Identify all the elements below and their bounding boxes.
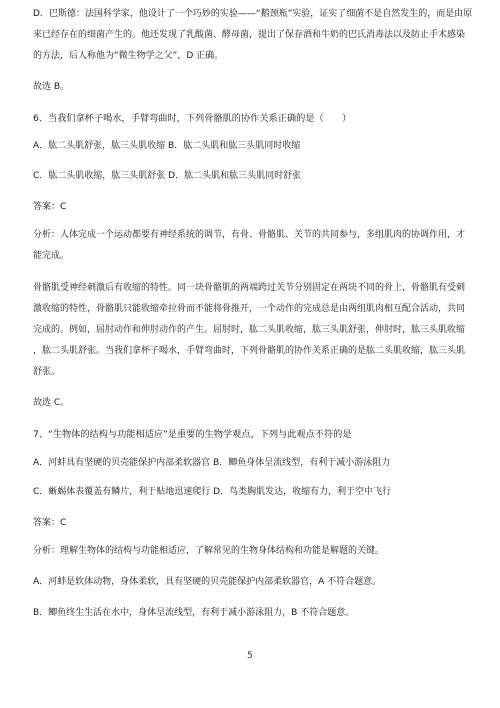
option-d-explanation-line-3: 的方法，后人称他为“微生物学之父”，D 正确。 (33, 51, 224, 61)
page-number: 5 (247, 651, 253, 661)
q7-answer: 答案：C (33, 518, 67, 528)
q6-options-ab: A．肱二头肌舒张，肱三头肌收缩 B．肱二头肌和肱三头肌同时收缩 (33, 141, 301, 151)
option-d-explanation-line-1: D．巴斯德：法国科学家，他设计了一个巧妙的实验——“鹅颈瓶”实验，证实了细菌不是自然发生的，而是由原 (33, 9, 473, 19)
q6-detail-line-5: 舒张。 (33, 367, 61, 377)
q7-analysis: 分析：理解生物体的结构与功能相适应，了解常见的生物身体结构和功能是解题的关键。 (33, 546, 385, 556)
q6-analysis-line-2: 能完成。 (33, 251, 70, 261)
q6-detail-line-1: 骨骼肌受神经刺激后有收缩的特性。同一块骨骼肌的两端跨过关节分别固定在两块不同的骨上，骨骼肌有受刺 (33, 283, 466, 293)
q7-options-ab: A．河蚌具有坚硬的贝壳能保护内部柔软器官 B．鲫鱼身体呈流线型，有利于减小游泳阻力 (33, 458, 391, 468)
q6-detail-line-2: 激收缩的特性，骨骼肌只能收缩牵拉骨而不能将骨推开，一个动作的完成总是由两组肌肉相互配合活动，共同 (33, 304, 466, 314)
q7-explanation-a: A．河蚌是软体动物，身体柔软，具有坚硬的贝壳能保护内部柔软器官，A 不符合题意。 (33, 577, 382, 587)
option-d-explanation-line-2: 来已经存在的细菌产生的。他还发现了乳酸菌、酵母菌，提出了保存酒和牛奶的巴氏消毒法以及防止手术感染 (33, 30, 466, 40)
q5-conclusion: 故选 B。 (33, 82, 70, 92)
q6-detail-line-4: ，肱二头肌舒张。当我们拿杯子喝水，手臂弯曲时，下列骨骼肌的协作关系正确的是肱二头肌收缩，肱三头肌 (33, 346, 466, 356)
q7-explanation-b: B．鲫鱼终生生活在水中，身体呈流线型，有利于减小游泳阻力，B 不符合题意。 (33, 608, 355, 618)
q6-stem: 6、当我们拿杯子喝水，手臂弯曲时，下列骨骼肌的协作关系正确的是（ ） (33, 113, 352, 124)
q7-stem: 7、“生物体的结构与功能相适应”是重要的生物学观点，下列与此观点不符的是 (33, 429, 352, 440)
q6-analysis-line-1: 分析：人体完成一个运动都要有神经系统的调节，有骨、骨骼肌、关节的共同参与，多组肌肉的协调作用，才 (33, 230, 466, 240)
q6-options-cd: C．肱二头肌收缩，肱三头肌舒张 D．肱二头肌和肱三头肌同时舒张 (33, 171, 302, 181)
q7-options-cd: C．蜥蜴体表覆盖有鳞片，利于贴地迅速爬行 D．鸟类胸肌发达，收缩有力，利于空中飞行 (33, 487, 392, 497)
q6-answer: 答案：C (33, 202, 67, 212)
q6-detail-line-3: 完成的。例如，屈肘动作和伸肘动作的产生。屈肘时，肱二头肌收缩，肱三头肌舒张，伸肘时，肱三头肌收缩 (33, 325, 466, 335)
q6-conclusion: 故选 C。 (33, 398, 70, 408)
